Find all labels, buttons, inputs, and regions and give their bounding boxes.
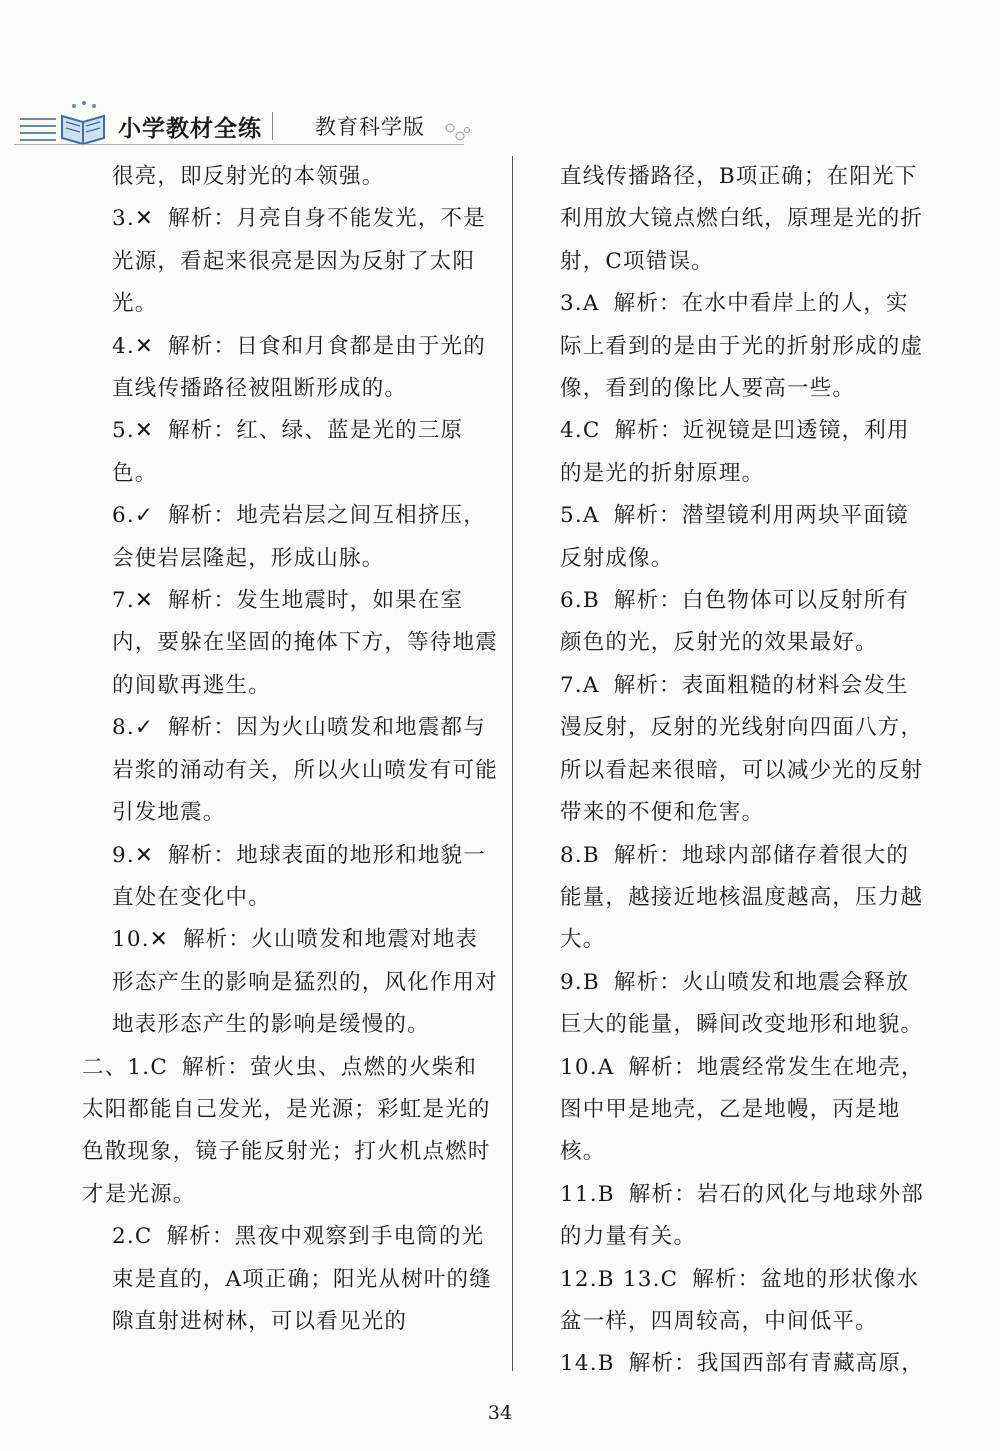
answer-item: [560, 665, 930, 835]
answer-text: 很亮，即反射光的本领强。: [112, 164, 385, 189]
analysis-label: 解析: [692, 1266, 738, 1292]
analysis-label: 解析: [628, 1351, 675, 1377]
answer-number: 6.B: [560, 588, 600, 614]
answer-number: 14.B: [560, 1351, 615, 1377]
answer-number: 5.A: [560, 503, 600, 529]
answer-item: [112, 410, 498, 495]
left-column: [82, 156, 498, 1343]
analysis-label: 解析: [613, 503, 660, 529]
answer-number: 5.✕: [112, 418, 155, 444]
answer-text: ：表面粗糙的材料会发生漫反射，反射的光线射向四面八方，所以看起来很暗，可以减少光的反射带来的不便和危害。: [560, 672, 924, 826]
analysis-label: 解析: [628, 1181, 675, 1207]
answer-item: [112, 495, 498, 580]
analysis-label: 解析: [613, 672, 660, 698]
answer-text: ：盆地的形状像水盆一样，四周较高，中间低平。: [560, 1266, 920, 1334]
answer-item: [560, 495, 930, 580]
page-header: [0, 96, 1000, 156]
analysis-label: 解析: [168, 503, 214, 529]
answer-number: 12.B 13.C: [560, 1266, 679, 1292]
header-lines-decoration: [20, 118, 56, 146]
right-column: [560, 156, 930, 1386]
answer-text: ：我国西部有青藏高原，: [674, 1351, 924, 1377]
analysis-label: 解析: [613, 969, 660, 995]
answer-item: [112, 835, 498, 920]
answer-number: 10.A: [560, 1054, 615, 1080]
analysis-label: 解析: [168, 588, 214, 614]
analysis-label: 解析: [613, 291, 660, 317]
answer-text: ：黑夜中观察到手电筒的光束是直的，A项正确；阳光从树叶的缝隙直射进树林，可以看见光的: [112, 1224, 492, 1334]
header-separator: [272, 112, 273, 140]
answer-text: ：红、绿、蓝是光的三原色。: [112, 418, 464, 486]
answer-text: ：地震经常发生在地壳，图中甲是地壳，乙是地幔，丙是地核。: [560, 1054, 924, 1165]
edition-label: 教育科学版: [315, 115, 425, 139]
analysis-label: 解析: [183, 927, 229, 953]
answer-text: ：火山喷发和地震会释放巨大的能量，瞬间改变地形和地貌。: [560, 969, 924, 1038]
answer-item: [560, 283, 930, 410]
answer-item: [560, 1259, 930, 1344]
answer-text: ：潜望镜利用两块平面镜反射成像。: [560, 503, 909, 571]
answer-number: 9.B: [560, 969, 600, 995]
answer-text: ：日食和月食都是由于光的直线传播路径被阻断形成的。: [112, 333, 486, 402]
answer-text: ：白色物体可以反射所有颜色的光，反射光的效果最好。: [560, 588, 910, 656]
answer-number: 4.✕: [112, 333, 155, 359]
answer-item: [112, 156, 498, 198]
analysis-label: 解析: [614, 418, 660, 444]
answer-number: 7.✕: [112, 588, 155, 614]
answer-number: 3.A: [560, 291, 600, 317]
answer-item: [560, 580, 930, 665]
header-rule: [14, 144, 464, 145]
circles-decoration-icon: [442, 118, 472, 148]
answer-item: [112, 326, 498, 411]
answer-text: 直线传播路径，B项正确；在阳光下利用放大镜点燃白纸，原理是光的折射，C项错误。: [560, 164, 924, 274]
analysis-label: 解析: [628, 1054, 674, 1080]
answer-item: [560, 962, 930, 1047]
answer-item: [112, 1216, 498, 1343]
page-number: 34: [487, 1402, 513, 1424]
answer-text: ：在水中看岸上的人，实际上看到的是由于光的折射形成的虚像，看到的像比人要高一些。: [560, 291, 924, 402]
answer-number: 8.B: [560, 842, 600, 868]
answer-item: [560, 410, 930, 495]
analysis-label: 解析: [168, 333, 214, 359]
answer-number: 8.✓: [112, 715, 155, 741]
analysis-label: 解析: [168, 418, 214, 444]
answer-number: 7.A: [560, 672, 600, 698]
analysis-label: 解析: [181, 1054, 228, 1080]
answer-number: 11.B: [560, 1181, 615, 1207]
answer-item: [560, 156, 930, 283]
column-divider: [512, 156, 513, 1371]
analysis-label: 解析: [613, 842, 660, 868]
answer-item: [112, 198, 498, 325]
open-book-icon: [58, 100, 108, 146]
answer-number: 6.✓: [112, 503, 155, 529]
answer-number: 2.C: [112, 1224, 153, 1250]
answer-text: ：地球表面的地形和地貌一直处在变化中。: [112, 842, 486, 910]
answer-number: 4.C: [560, 418, 601, 444]
answer-item: [560, 835, 930, 962]
answer-number: 9.✕: [112, 842, 155, 868]
analysis-label: 解析: [168, 842, 214, 868]
analysis-label: 解析: [168, 206, 214, 232]
analysis-label: 解析: [613, 588, 660, 614]
answer-number: 3.✕: [112, 206, 155, 232]
answer-text: ：地壳岩层之间互相挤压，会使岩层隆起，形成山脉。: [112, 503, 486, 571]
answer-text: ：地球内部储存着很大的能量，越接近地核温度越高，压力越大。: [560, 842, 924, 953]
analysis-label: 解析: [168, 715, 214, 741]
answer-text: ：岩石的风化与地球外部的力量有关。: [560, 1181, 924, 1250]
answer-number: 10.✕: [112, 927, 170, 953]
answer-text: ：月亮自身不能发光，不是光源，看起来很亮是因为反射了太阳光。: [112, 206, 486, 317]
answer-item: [112, 919, 498, 1046]
answer-item: [112, 707, 498, 834]
answer-text: ：发生地震时，如果在室内，要躲在坚固的掩体下方，等待地震的间歇再逃生。: [112, 588, 498, 698]
answer-text: ：近视镜是凹透镜，利用的是光的折射原理。: [560, 418, 910, 486]
answer-item: [560, 1343, 930, 1385]
answer-item: [560, 1047, 930, 1174]
answer-number: 二、1.C: [82, 1054, 168, 1080]
book-title: 小学教材全练: [118, 116, 262, 142]
answer-text: ：因为火山喷发和地震都与岩浆的涌动有关，所以火山喷发有可能引发地震。: [112, 715, 498, 826]
answer-item: [560, 1174, 930, 1259]
answer-text: ：火山喷发和地震对地表形态产生的影响是猛烈的，风化作用对地表形态产生的影响是缓慢的。: [112, 927, 498, 1038]
answer-text: ：萤火虫、点燃的火柴和太阳都能自己发光，是光源；彩虹是光的色散现象，镜子能反射光；打火机点燃时才是光源。: [82, 1054, 491, 1207]
answer-item: [112, 580, 498, 707]
analysis-label: 解析: [166, 1224, 212, 1250]
answer-item: [82, 1047, 498, 1217]
